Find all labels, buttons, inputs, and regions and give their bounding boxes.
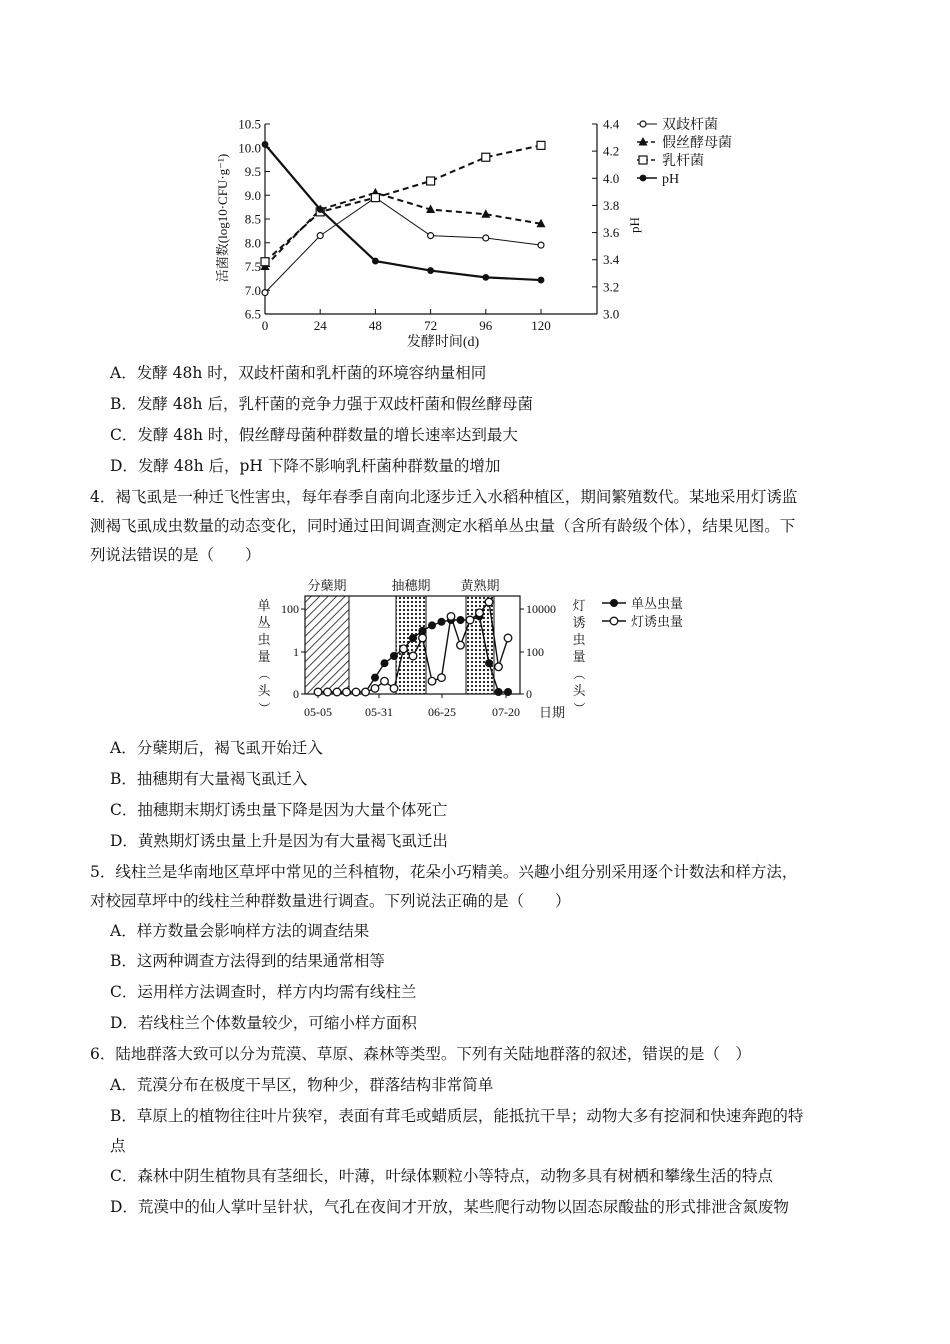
q6-option-b: B．草原上的植物往往叶片狭窄，表面有茸毛或蜡质层，能抵抗干旱；动物大多有挖洞和快速奔跑的特 [110, 1107, 804, 1125]
y2-axis-label-char: 头 [572, 683, 586, 698]
legend-label: 乳杆菌 [662, 154, 704, 169]
data-point [427, 267, 434, 274]
data-point [409, 652, 417, 660]
chart-frame [265, 124, 597, 314]
x-tick-label: 05-05 [304, 705, 332, 719]
right-tick-label: 100 [526, 645, 544, 659]
data-point [640, 175, 647, 182]
q5-option-c: C．运用样方法调查时，样方内均需有线柱兰 [110, 983, 417, 1001]
y2-axis-label-char: ） [572, 701, 586, 715]
q4-stem-line-3: 列说法错误的是（ ） [90, 546, 261, 564]
right-tick-label: 4.0 [603, 170, 620, 186]
data-point [538, 277, 545, 284]
y2-axis-label-char: （ [572, 667, 586, 681]
q5-option-b: B．这两种调查方法得到的结果通常相等 [110, 952, 385, 970]
data-point [538, 242, 544, 248]
data-point [504, 634, 512, 642]
left-tick-label: 10.5 [238, 116, 261, 132]
q3-option-b: B．发酵 48h 后，乳杆菌的竞争力强于双歧杆菌和假丝酵母菌 [110, 395, 533, 413]
period-label: 抽穗期 [391, 578, 431, 593]
y-axis-label-char: 虫 [257, 632, 271, 647]
data-point [317, 206, 324, 213]
data-point [447, 613, 455, 621]
q6-option-d: D．荒漠中的仙人掌叶呈针状，气孔在夜间才开放，某些爬行动物以固态尿酸盐的形式排泄含氮废物 [110, 1198, 789, 1216]
data-point [324, 688, 332, 696]
left-tick-label: 10.0 [238, 140, 261, 156]
data-point [381, 677, 389, 685]
y2-axis-label-char: 虫 [572, 632, 586, 647]
data-point [314, 688, 322, 696]
y-axis-label-char: 头 [257, 683, 271, 698]
data-point [409, 634, 417, 642]
x-tick-label: 0 [261, 318, 269, 333]
fermentation-chart [205, 110, 765, 350]
x-axis-ticks [262, 309, 551, 333]
data-point [390, 685, 398, 693]
data-point [482, 274, 489, 281]
q4-option-d: D．黄熟期灯诱虫量上升是因为有大量褐飞虱迁出 [110, 832, 448, 850]
data-point [537, 141, 545, 149]
chart-legend [637, 116, 732, 187]
series-line [265, 193, 541, 267]
right-tick-label: 3.0 [603, 306, 620, 322]
x-tick-label: 05-31 [365, 705, 393, 719]
chart-series [261, 141, 546, 296]
y2-axis-label-char: 量 [572, 649, 586, 664]
y-axis-label [257, 598, 271, 714]
data-point [371, 685, 379, 693]
right-tick-label: 3.2 [603, 279, 620, 295]
left-tick-label: 9.5 [244, 164, 261, 179]
q4-option-a: A．分蘖期后，褐飞虱开始迁入 [110, 739, 323, 757]
right-tick-label: 10000 [526, 602, 556, 616]
legend-label: pH [662, 172, 680, 187]
x-tick-label: 120 [531, 318, 551, 333]
q4-stem-line-2: 测褐飞虱成虫数量的动态变化，同时通过田间调查测定水稻单丛虫量（含所有龄级个体），结果见图。下 [90, 517, 796, 535]
data-point [476, 609, 484, 617]
q4-stem-line-1: 4．褐飞虱是一种迁飞性害虫，每年春季自南向北逐步迁入水稻种植区，期间繁殖数代。某地采用灯诱监 [90, 488, 798, 506]
q5-option-a: A．样方数量会影响样方法的调查结果 [110, 922, 370, 940]
data-point [317, 233, 323, 239]
data-point [495, 688, 503, 696]
legend-marker [610, 617, 618, 625]
data-point [419, 634, 427, 642]
data-point [481, 209, 490, 218]
y2-axis-label-char: 诱 [572, 615, 586, 630]
period-band [396, 596, 426, 694]
legend-label: 灯诱虫量 [631, 614, 684, 629]
y-axis-label-char: 量 [257, 649, 271, 664]
data-point [262, 141, 269, 148]
data-point [428, 621, 436, 629]
q6-stem: 6．陆地群落大致可以分为荒漠、草原、森林等类型。下列有关陆地群落的叙述，错误的是（ ） [90, 1045, 751, 1063]
data-point [261, 258, 269, 266]
x-tick-label: 06-25 [428, 705, 456, 719]
data-point [381, 659, 389, 667]
q5-stem-line-1: 5．线柱兰是华南地区草坪中常见的兰科植物，花朵小巧精美。兴趣小组分别采用逐个计数法和样方法， [90, 863, 798, 881]
series-line [265, 144, 541, 280]
data-point [362, 688, 370, 696]
q3-option-c: C．发酵 48h 时，假丝酵母菌种群数量的增长速率达到最大 [110, 426, 518, 444]
left-tick-label: 8.0 [244, 235, 261, 251]
x-tick-label: 96 [479, 318, 493, 333]
q4-option-c: C．抽穗期末期灯诱虫量下降是因为大量个体死亡 [110, 801, 448, 819]
data-point [485, 659, 493, 667]
data-point [640, 121, 646, 127]
y-axis-label-char: 单 [257, 598, 271, 613]
data-point [457, 641, 465, 649]
data-point [262, 290, 268, 296]
x-tick-label: 24 [313, 318, 327, 333]
data-point [485, 598, 493, 606]
q6-option-c: C．森林中阴生植物具有茎细长，叶薄，叶绿体颗粒小等特点，动物多具有树栖和攀缘生活的特点 [110, 1167, 773, 1185]
q6-option-a: A．荒漠分布在极度干旱区，物种少，群落结构非常简单 [110, 1076, 494, 1094]
right-axis-ticks [592, 117, 620, 322]
period-band [305, 596, 349, 694]
q4-option-b: B．抽穗期有大量褐飞虱迁入 [110, 770, 308, 788]
x-axis-label: 发酵时间(d) [406, 335, 480, 350]
data-point [400, 645, 408, 653]
data-point [639, 156, 647, 164]
y2-axis-label: pH [627, 217, 642, 233]
left-tick-label: 8.5 [244, 211, 261, 227]
q5-stem-line-2: 对校园草坪中的线柱兰种群数量进行调查。下列说法正确的是（ ） [90, 892, 571, 910]
left-tick-label: 6.5 [244, 306, 261, 322]
left-tick-label: 9.0 [244, 187, 261, 203]
data-point [483, 235, 489, 241]
data-point [482, 153, 490, 161]
x-tick-label: 48 [368, 318, 382, 333]
right-tick-label: 0 [526, 687, 532, 701]
series-双歧杆菌 [262, 195, 544, 296]
data-point [333, 688, 341, 696]
right-tick-label: 3.4 [603, 252, 620, 268]
x-axis-label: 日期 [538, 705, 566, 720]
series-假丝酵母菌 [261, 188, 546, 270]
data-point [495, 663, 503, 671]
left-tick-label: 1 [293, 645, 299, 659]
left-tick-label: 7.5 [244, 259, 261, 274]
y-axis-label: 活菌数(log10·CFU·g⁻¹) [215, 153, 230, 283]
data-point [352, 688, 360, 696]
chart-legend [602, 596, 683, 629]
y-axis-label-char: （ [257, 667, 271, 681]
data-point [427, 177, 435, 185]
left-tick-label: 7.0 [244, 282, 261, 298]
y-axis-label-char: 丛 [257, 615, 271, 630]
x-tick-label: 07-20 [492, 705, 520, 719]
legend-label: 双歧杆菌 [662, 118, 718, 133]
data-point [371, 674, 379, 682]
legend-label: 假丝酵母菌 [662, 136, 732, 151]
right-tick-label: 4.2 [603, 143, 620, 159]
data-point [343, 688, 351, 696]
data-point [457, 616, 465, 624]
data-point [428, 677, 436, 685]
y2-axis-label-char: 灯 [572, 598, 586, 613]
x-tick-label: 72 [424, 318, 438, 333]
data-point [428, 233, 434, 239]
y2-axis-label [572, 598, 586, 714]
series-pH [262, 141, 545, 284]
right-tick-label: 4.4 [603, 116, 620, 132]
q6-option-b-continued: 点 [110, 1137, 126, 1155]
legend-marker [610, 599, 618, 607]
data-point [390, 652, 398, 660]
y-axis-label-char: ） [257, 701, 271, 715]
right-tick-label: 3.6 [603, 225, 620, 241]
legend-label: 单丛虫量 [631, 596, 684, 611]
data-point [466, 616, 474, 624]
data-point [504, 688, 512, 696]
data-point [438, 674, 446, 682]
q3-option-d: D．发酵 48h 后，pH 下降不影响乳杆菌种群数量的增加 [110, 457, 501, 475]
left-tick-label: 100 [281, 602, 299, 616]
series-乳杆菌 [261, 141, 545, 265]
data-point [372, 258, 379, 265]
period-label: 黄熟期 [460, 578, 500, 593]
q3-option-a: A．发酵 48h 时，双歧杆菌和乳杆菌的环境容纳量相同 [110, 364, 487, 382]
data-point [371, 194, 379, 202]
right-tick-label: 3.8 [603, 197, 620, 213]
planthopper-chart [250, 572, 700, 724]
left-tick-label: 0 [293, 687, 299, 701]
period-label: 分蘖期 [307, 578, 347, 593]
series-line [265, 145, 541, 261]
data-point [438, 618, 446, 626]
q5-option-d: D．若线柱兰个体数量较少，可缩小样方面积 [110, 1014, 417, 1032]
